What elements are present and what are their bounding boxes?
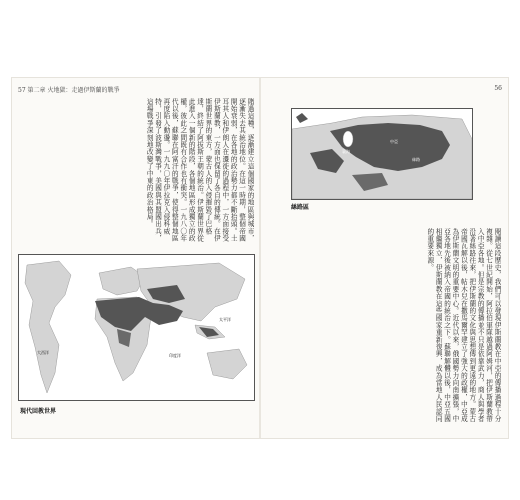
map-label-caspian: 裏海 — [342, 149, 350, 154]
map-label-indian: 印度洋 — [169, 353, 181, 358]
map-label-central-asia: 中亞 — [390, 139, 398, 144]
map-label-pacific: 太平洋 — [219, 317, 231, 322]
region-map-graphic — [292, 109, 472, 199]
world-map-caption: 現代回教世界 — [20, 408, 57, 415]
left-body-paragraph: 賭過這種，逐漸建立這個國家的地區與城市，逐漸失去其統治地位。在這一時期，整個帝國開始衰弱，在各地的政治勢力都不斷抬頭。土耳其人和伊朗人在遷徙的過程中，一方面接受伊斯蘭教，一方面也保留了各自的傳統。在伊斯蘭世界的東方，蒙古人的入侵摧毀了巴格達，終結了阿拔斯王朝的統治。伊斯蘭世界從此進入一個新的階段，各個地區形成獨立的政權，彼此之間既有合作也有衝突。一九八〇年代以後，蘇聯在阿富汗的戰爭，使得整個地區再度陷入動盪。一九九〇年伊拉克入侵科威特，引發了波斯灣戰爭，美國與其盟國出兵，這場戰爭深刻地改變了中東的政治格局。 — [145, 98, 254, 242]
region-map — [291, 108, 473, 200]
right-body-text — [291, 228, 501, 428]
left-body-text — [18, 98, 254, 248]
left-page — [12, 78, 259, 438]
world-map — [18, 254, 255, 401]
region-map-caption: 絲路區 — [291, 204, 310, 211]
world-map-graphic — [19, 255, 254, 400]
map-label-atlantic: 大西洋 — [37, 350, 49, 355]
right-running-head: 56 — [494, 85, 502, 92]
right-page — [261, 78, 508, 438]
map-label-silk-road: 絲路 — [412, 157, 420, 162]
right-body-paragraph: 閱讀這段歷史，我們可以發現伊斯蘭教在中亞的傳播過程十分複雜。從七世紀開始，阿拉伯軍隊越過阿姆河，把伊斯蘭教帶入中亞各地。但是宗教的傳播並不只是依靠武力，商人與學者沿著絲路往來，把伊斯蘭的文化與思想傳到更遠的地方。蒙古帝國瓦解以後，帖木兒在撒馬爾罕建立了強大的政權，中亞成為伊斯蘭文明的重要中心。近代以來，俄國勢力向南擴張，中亞各地先後被納入帝國的統治之下。蘇聯解體以後，中亞五國相繼獨立，伊斯蘭教在這些國家重新復興，成為當地人民認同的重要來源。 — [425, 228, 501, 423]
left-running-head: 57 第二章 火地獄：走過伊斯蘭的戰爭 — [18, 87, 120, 94]
